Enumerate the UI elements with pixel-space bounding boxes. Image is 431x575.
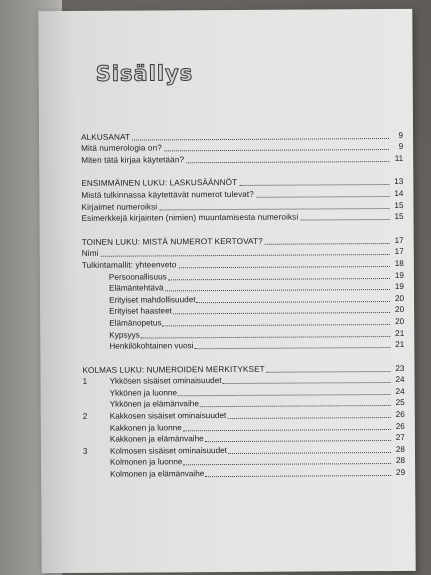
toc-entry-page: 15: [394, 200, 404, 210]
dot-leader: [300, 219, 389, 221]
toc-entry-page: 25: [395, 398, 405, 408]
toc-entry-title: Ykkösen sisäiset ominaisuudet: [109, 376, 222, 387]
toc-entry-page: 20: [395, 316, 405, 326]
toc-section: [81, 129, 403, 166]
toc-entry: [82, 210, 404, 224]
toc-entry-title: Kirjaimet numeroiksi: [81, 201, 158, 212]
toc-entry-title: Kakkosen sisäiset ominaisuudet: [109, 411, 227, 421]
toc-section: [81, 176, 403, 224]
toc-entry-page: 9: [398, 142, 404, 152]
toc-entry-number: 2: [82, 411, 88, 421]
toc-entry-page: 20: [394, 305, 405, 315]
dot-leader: [132, 138, 389, 141]
toc-entry-title: Miten tätä kirjaa käytetään?: [81, 155, 185, 165]
toc-entry-title: Mitä numerologia on?: [81, 143, 162, 154]
page-title: Sisällys: [95, 61, 194, 86]
toc-entry-page: 26: [395, 421, 405, 431]
toc-entry-title: Kakkonen ja luonne: [109, 422, 182, 433]
dot-leader: [165, 289, 390, 291]
dot-leader: [195, 347, 391, 349]
dot-leader: [197, 301, 391, 303]
toc-entry-title: KOLMAS LUKU: NUMEROIDEN MERKITYKSET: [82, 364, 265, 375]
toc-entry-page: 17: [394, 235, 404, 245]
toc-entry-title: Tulkintamallit: yhteenveto: [81, 260, 177, 270]
toc-entry-page: 14: [394, 188, 404, 198]
toc-entry-title: Elämänopetus: [109, 318, 162, 328]
toc-entry: [81, 152, 403, 166]
toc-entry-page: 21: [395, 340, 405, 350]
dot-leader: [267, 371, 391, 373]
dot-leader: [265, 243, 390, 245]
toc-entry-page: 9: [398, 130, 404, 140]
dot-leader: [205, 440, 391, 442]
dot-leader: [183, 463, 391, 465]
toc-entry-page: 18: [394, 258, 404, 268]
toc-entry-page: 11: [394, 153, 404, 163]
toc-entry-title: Kolmonen ja elämänvaihe: [110, 469, 205, 479]
dot-leader: [183, 429, 391, 431]
dot-leader: [173, 312, 390, 314]
toc-section: [82, 362, 405, 480]
toc-entry-page: 21: [395, 328, 405, 338]
dot-leader: [205, 475, 391, 477]
toc-entry-title: Erityiset haasteet: [109, 306, 172, 317]
toc-entry-page: 20: [394, 293, 405, 303]
toc-entry-page: 27: [395, 433, 405, 443]
dot-leader: [178, 394, 391, 396]
toc-entry: [82, 338, 404, 352]
toc-entry-title: Nimi: [81, 249, 99, 259]
toc-entry-title: ALKUSANAT: [81, 132, 131, 142]
dot-leader: [256, 196, 389, 198]
toc-entry-title: Mistä tulkinnassa käytettävät numerot tulevat?: [81, 189, 254, 200]
dot-leader: [163, 324, 391, 326]
table-of-contents: [81, 129, 405, 492]
toc-entry-page: 28: [395, 456, 406, 466]
dot-leader: [239, 184, 389, 186]
toc-entry-page: 24: [395, 386, 405, 396]
toc-entry-title: ENSIMMÄINEN LUKU: LASKUSÄÄNNÖT: [81, 178, 238, 189]
toc-entry-page: 15: [394, 212, 404, 222]
toc-entry-title: Ykkönen ja luonne: [109, 388, 178, 398]
toc-entry-page: 24: [395, 375, 405, 385]
dot-leader: [141, 336, 391, 339]
toc-entry-title: Kolmonen ja luonne: [110, 457, 183, 468]
toc-entry-title: TOINEN LUKU: MISTÄ NUMEROT KERTOVAT?: [81, 236, 263, 247]
toc-entry-number: 1: [82, 377, 88, 387]
toc-entry-title: Esimerkkejä kirjainten (nimien) muuntamisesta numeroiksi: [81, 212, 299, 224]
toc-entry-title: Erityiset mahdollisuudet: [109, 294, 196, 305]
toc-entry-page: 28: [395, 444, 405, 454]
toc-entry-page: 17: [394, 247, 404, 257]
toc-entry-page: 23: [395, 363, 405, 373]
toc-entry-title: Kypsyys: [109, 330, 140, 340]
toc-entry-title: Kolmosen sisäiset ominaisuudet: [109, 445, 227, 456]
dot-leader: [168, 278, 390, 280]
toc-entry-page: 26: [395, 409, 405, 420]
toc-entry-page: 13: [394, 177, 404, 187]
toc-entry-title: Ykkönen ja elämänvaihe: [109, 399, 199, 410]
dot-leader: [227, 417, 390, 419]
toc-entry-title: Elämäntehtävä: [108, 283, 164, 293]
toc-entry-page: 19: [394, 270, 404, 280]
dot-leader: [164, 149, 389, 151]
toc-entry-title: Henkilökohtainen vuosi: [109, 341, 194, 351]
toc-section: [82, 234, 405, 352]
toc-entry-page: 19: [394, 282, 405, 292]
toc-entry-page: 29: [395, 467, 406, 478]
dot-leader: [223, 382, 391, 384]
dot-leader: [200, 405, 391, 407]
toc-entry-number: 3: [82, 446, 88, 456]
dot-leader: [186, 161, 389, 163]
toc-entry: [83, 466, 405, 480]
dot-leader: [179, 266, 390, 268]
toc-entry-title: Kakkonen ja elämänvaihe: [109, 434, 204, 444]
toc-entry-title: Persoonallisuus: [108, 271, 167, 282]
book-page: [38, 9, 415, 573]
dot-leader: [159, 208, 389, 210]
dot-leader: [228, 452, 391, 454]
